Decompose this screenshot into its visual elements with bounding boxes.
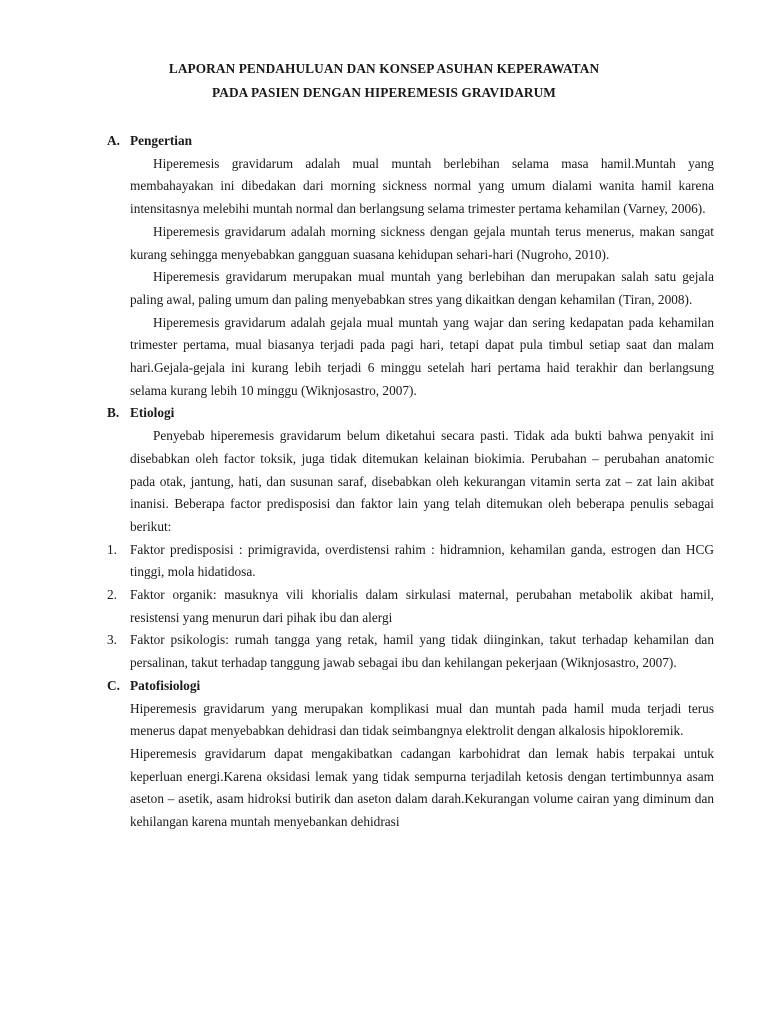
- paragraph: Hiperemesis gravidarum yang merupakan komplikasi mual dan muntah pada hamil muda terjadi terus menerus dapat menyebabkan dehidrasi dan tidak seimbangnya elektrolit dengan alkalosis hipokloremik.: [130, 700, 714, 739]
- list-item: [107, 629, 714, 674]
- section-letter: C.: [107, 677, 120, 693]
- list-item-number: 3.: [107, 632, 117, 648]
- list-item-number: 2.: [107, 587, 117, 603]
- paragraph: Hiperemesis gravidarum adalah morning sickness dengan gejala muntah terus menerus, makan sangat kurang sehingga menyebabkan gangguan suasana kehidupan sehari-hari (Nugroho, 2010).: [130, 223, 714, 262]
- paragraph: Hiperemesis gravidarum adalah mual muntah berlebihan selama masa hamil.Muntah yang membahayakan ini dibedakan dari morning sickness normal yang umum dialami wanita hamil karena intensitasnya melebihi muntah normal dan berlangsung selama trimester pertama kehamilan (Varney, 2006).: [130, 155, 714, 217]
- factor-list: [107, 539, 714, 675]
- section-heading-patofisiologi: [107, 675, 714, 698]
- section-body-pengertian: [130, 153, 714, 403]
- section-letter: B.: [107, 405, 120, 421]
- section-title: Etiologi: [130, 405, 175, 421]
- section-body-etiologi: [130, 425, 714, 539]
- list-item-number: 1.: [107, 541, 117, 557]
- section-heading-pengertian: [107, 130, 714, 153]
- section-body-patofisiologi: [130, 698, 714, 834]
- list-item: [107, 539, 714, 584]
- document-title-line1: LAPORAN PENDAHULUAN DAN KONSEP ASUHAN KEPERAWATAN: [168, 61, 600, 76]
- list-item-text: Faktor organik: masuknya vili khorialis dalam sirkulasi maternal, perubahan metabolik akibat hamil, resistensi yang menurun dari pihak ibu dan alergi: [130, 587, 714, 625]
- paragraph: Hiperemesis gravidarum adalah gejala mual muntah yang wajar dan sering kedapatan pada kehamilan trimester pertama, mual biasanya terjadi pada pagi hari, tetapi dapat pula timbul setiap saat dan malam hari.Gejala-gejala ini kurang lebih terjadi 6 minggu setelah hari pertama haid terakhir dan berlangsung selama kurang lebih 10 minggu (Wiknjosastro, 2007).: [130, 314, 714, 398]
- paragraph: Hiperemesis gravidarum dapat mengakibatkan cadangan karbohidrat dan lemak habis terpakai untuk keperluan energi.Karena oksidasi lemak yang tidak sempurna terjadilah ketosis dengan tertimbunnya asam aseton – asetik, asam hidroksi butirik dan aseton dalam darah.Kekurangan volume cairan yang diminum dan kehilangan karena muntah menyebankan dehidrasi: [130, 745, 714, 830]
- section-letter: A.: [107, 133, 120, 148]
- list-item-text: Faktor predisposisi : primigravida, overdistensi rahim : hidramnion, kehamilan ganda, estrogen dan HCG tinggi, mola hidatidosa.: [130, 541, 714, 580]
- list-item: [107, 584, 714, 629]
- document-title-line2: PADA PASIEN DENGAN HIPEREMESIS GRAVIDARUM: [212, 85, 556, 100]
- section-title: Pengertian: [130, 133, 193, 148]
- section-heading-etiologi: [107, 402, 714, 425]
- list-item-text: Faktor psikologis: rumah tangga yang retak, hamil yang tidak diinginkan, takut terhadap kehamilan dan persalinan, takut terhadap tanggung jawab sebagai ibu dan kehilangan pekerjaan (Wiknjosastro, 2007).: [130, 632, 714, 671]
- document-body: [107, 130, 714, 834]
- paragraph: Hiperemesis gravidarum merupakan mual muntah yang berlebihan dan merupakan salah satu gejala paling awal, paling umum dan paling menyebabkan stres yang dikaitkan dengan kehamilan (Tiran, 2008).: [130, 269, 714, 307]
- section-title: Patofisiologi: [130, 677, 201, 693]
- paragraph: Penyebab hiperemesis gravidarum belum diketahui secara pasti. Tidak ada bukti bahwa penyakit ini disebabkan oleh factor toksik, juga tidak ditemukan kelainan biokimia. Perubahan – perubahan anatomic pada otak, jantung, hati, dan susunan saraf, disebabkan oleh kekurangan vitamin serta zat – zat lain akibat inanisi. Beberapa factor predisposisi dan faktor lain yang telah ditemukan oleh beberapa penulis sebagai berikut:: [130, 428, 714, 534]
